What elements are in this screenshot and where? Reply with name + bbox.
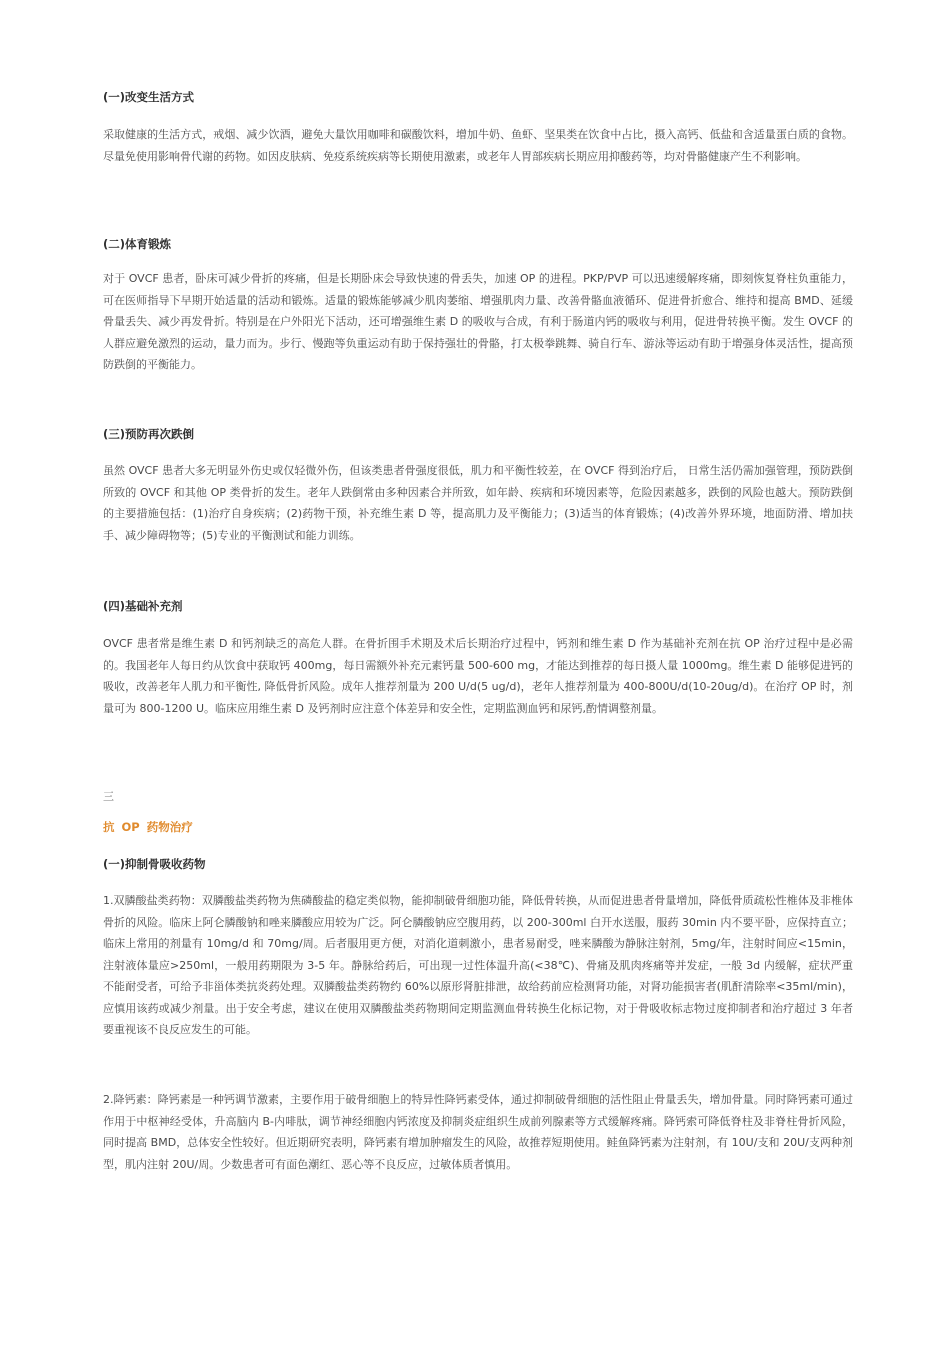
paragraph-lifestyle: 采取健康的生活方式，戒烟、减少饮酒，避免大量饮用咖啡和碳酸饮料，增加牛奶、鱼虾、坚果类在饮食中占比，摄入高钙、低盐和含适量蛋白质的食物。尽量免使用影响骨代谢的药物。如因皮肤病、免疫系统疾病等长期使用激素，或老年人胃部疾病长期应用抑酸药等，均对骨骼健康产生不利影响。 [103,128,853,163]
part-title-anti-op-drugs: 抗 OP 药物治疗 [103,820,193,834]
section-heading-lifestyle: (一)改变生活方式 [103,90,195,104]
paragraph-supplements: OVCF 患者常是维生素 D 和钙剂缺乏的高危人群。在骨折围手术期及术后长期治疗过程中，钙剂和维生素 D 作为基础补充剂在抗 OP 治疗过程中是必需的。我国老年人每日约从饮食中获取钙 400mg，每日需额外补充元素钙量 500-600 mg，才能达到推荐的每日摄人量 1000mg。维生素 D 能够促进钙的吸收，改善老年人肌力和平衡性, 降低骨折风险。成年人推荐剂量为 200 U/d(5 ug/d)，老年人推荐剂量为 400-800U/d(10-20ug/d)。在治疗 OP 时，剂量可为 800-1200 U。临床应用维生素 D 及钙剂时应注意个体差异和安全性，定期监测血钙和尿钙,酌情调整剂量。 [103,637,853,715]
section-heading-bone-resorption-inhibitors: (一)抑制骨吸收药物 [103,857,206,871]
paragraph-bisphosphonates: 1.双膦酸盐类药物：双膦酸盐类药物为焦磷酸盐的稳定类似物，能抑制破骨细胞功能，降低骨转换，从而促进患者骨量增加，降低骨质疏松性椎体及非椎体骨折的风险。临床上阿仑膦酸钠和唑来膦酸应用较为广泛。阿仑膦酸钠应空腹用药，以 200-300ml 白开水送服，服药 30min 内不要平卧，应保持直立；临床上常用的剂量有 10mg/d 和 70mg/周。后者服用更方便，对消化道刺激小，患者易耐受，唑来膦酸为静脉注射剂，5mg/年，注射时间应<15min，注射液体量应>250ml，一般用药期限为 3-5 年。静脉给药后，可出现一过性体温升高(<38℃)、骨痛及肌肉疼痛等并发症，一般 3d 内缓解，症状严重不能耐受者，可给予非甾体类抗炎药处理。双膦酸盐类药物约 60%以原形肾脏排泄，故给药前应检测肾功能，对肾功能损害者(肌酐清除率<35ml/min)，应慎用该药或减少剂量。出于安全考虑，建议在使用双膦酸盐类药物期间定期监测血骨转换生化标记物，对于骨吸收标志物过度抑制者和治疗超过 3 年者要重视该不良反应发生的可能。 [103,894,853,1036]
section-heading-fall-prevention: (三)预防再次跌倒 [103,427,195,441]
part-number-mark: 三 [103,790,114,803]
section-heading-exercise: (二)体育锻炼 [103,237,172,251]
section-heading-supplements: (四)基础补充剂 [103,599,183,613]
paragraph-calcitonin: 2.降钙素：降钙素是一种钙调节激素，主要作用于破骨细胞上的特异性降钙素受体，通过抑制破骨细胞的活性阻止骨量丢失，增加骨量。同时降钙素可通过作用于中枢神经受体，升高脑内 B-内啡肽，调节神经细胞内钙浓度及抑制炎症组织生成前列腺素等方式缓解疼痛。降钙索可降低脊柱及非脊柱骨折风险，同时提高 BMD，总体安全性较好。但近期研究表明，降钙素有增加肿瘤发生的风险，故推荐短期使用。鲑鱼降钙素为注射剂，有 10U/支和 20U/支两种剂型，肌内注射 20U/周。少数患者可有面色潮红、恶心等不良反应，过敏体质者慎用。 [103,1093,853,1171]
paragraph-fall-prevention: 虽然 OVCF 患者大多无明显外伤史或仅轻微外伤，但该类患者骨强度很低，肌力和平衡性较差，在 OVCF 得到治疗后， 日常生活仍需加强管理，预防跌倒所致的 OVCF 和其他 OP 类骨折的发生。老年人跌倒常由多种因素合并所致，如年龄、疾病和环境因素等，危险因素越多，跌倒的风险也越大。预防跌倒的主要措施包括：(1)治疗自身疾病；(2)药物干预，补充维生素 D 等，提高肌力及平衡能力；(3)适当的体育锻炼；(4)改善外界环境，地面防滑、增加扶手、减少障碍物等；(5)专业的平衡测试和能力训练。 [103,464,853,542]
paragraph-exercise: 对于 OVCF 患者，卧床可减少骨折的疼痛，但是长期卧床会导致快速的骨丢失，加速 OP 的进程。PKP/PVP 可以迅速缓解疼痛，即刻恢复脊柱负重能力，可在医师指导下早期开始适量的活动和锻炼。适量的锻炼能够减少肌肉萎缩、增强肌肉力量、改善骨骼血液循环、促进骨折愈合、维持和提高 BMD、延缓骨量丢失、减少再发骨折。特别是在户外阳光下活动，还可增强维生素 D 的吸收与合成，有利于肠道内钙的吸收与利用，促进骨转换平衡。发生 OVCF 的人群应避免激烈的运动，量力而为。步行、慢跑等负重运动有助于保持强壮的骨骼，打太极拳跳舞、骑自行车、游泳等运动有助于增强身体灵活性，提高预防跌倒的平衡能力。 [103,272,853,371]
